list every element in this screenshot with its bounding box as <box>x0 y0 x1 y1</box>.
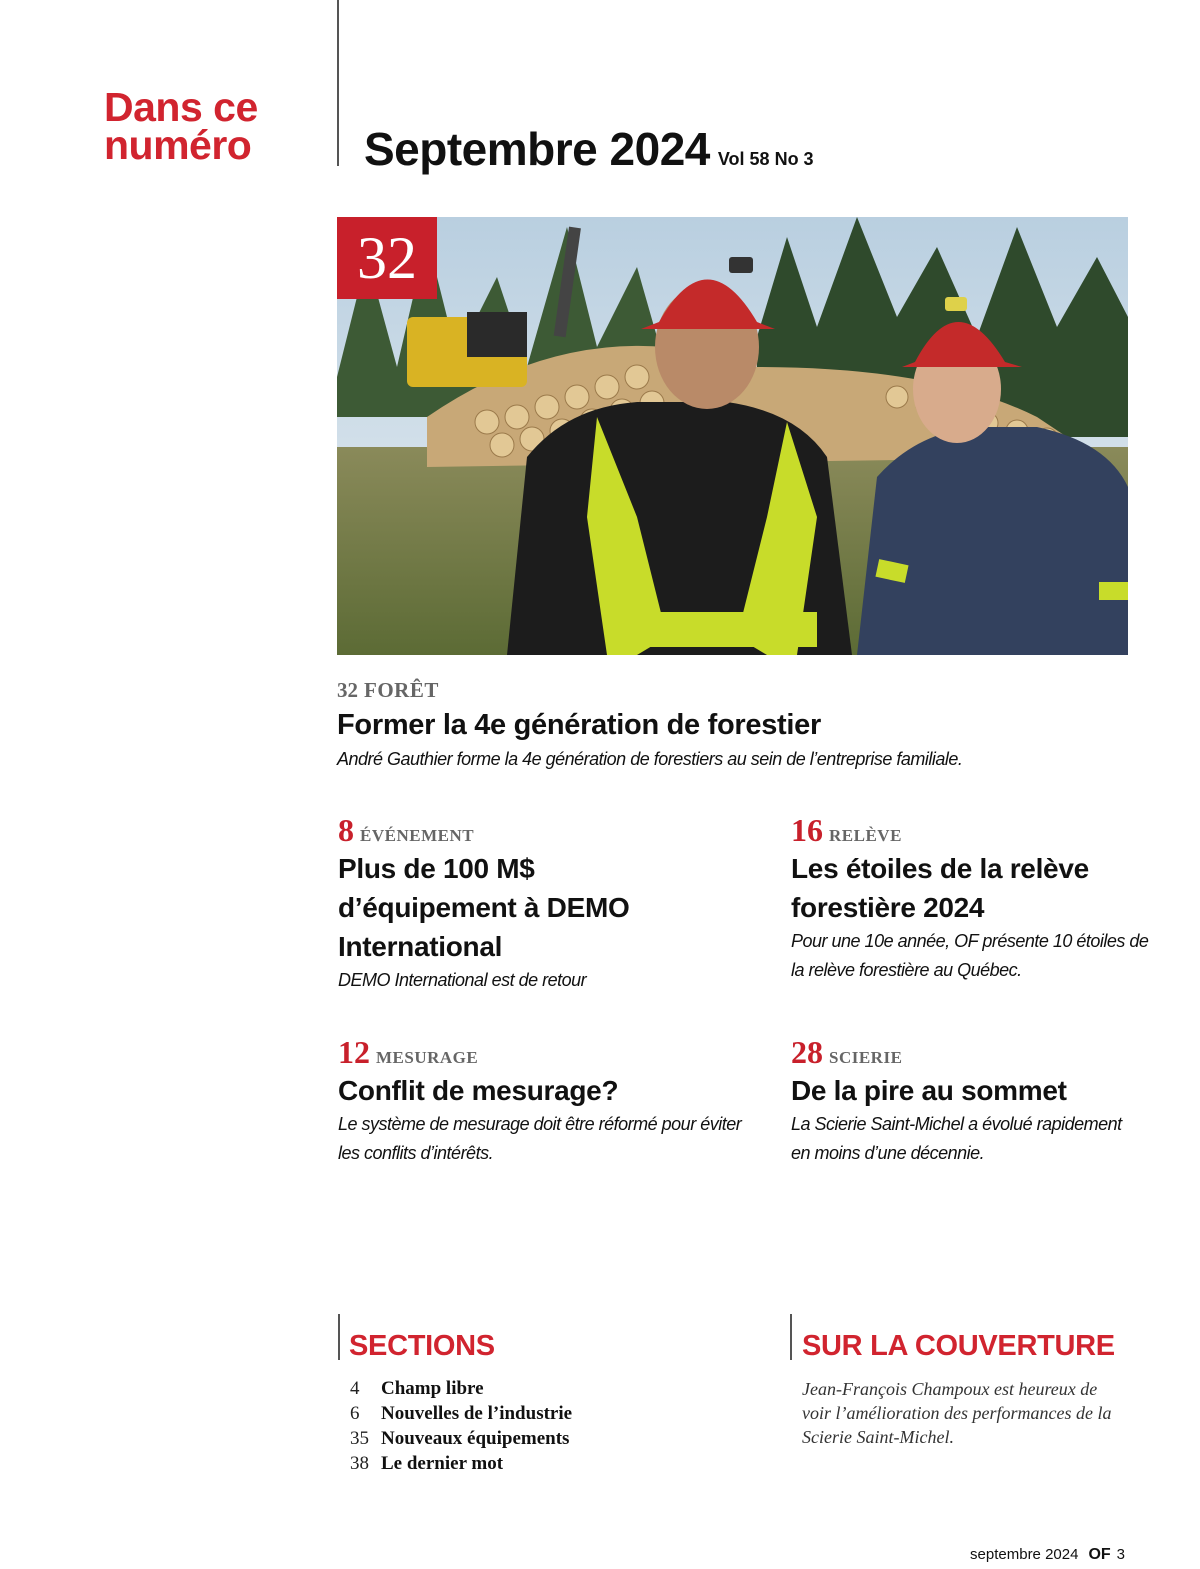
feature-photo-page-badge: 32 <box>337 217 437 299</box>
sections-title: SECTIONS <box>349 1330 495 1362</box>
article-headline-line: International <box>338 931 503 962</box>
feature-page-number: 32 <box>337 678 358 702</box>
article-category: RELÈVE <box>829 826 902 845</box>
sections-item-label: Nouvelles de l’industrie <box>381 1403 573 1424</box>
article-dek-line: les conflits d’intérêts. <box>338 1143 494 1163</box>
feature-dek: André Gauthier forme la 4e génération de forestiers au sein de l’entreprise familiale. <box>337 749 963 769</box>
article-headline-line: forestière 2024 <box>791 892 985 923</box>
issue-title <box>364 122 814 176</box>
sections-item-label: Nouveaux équipements <box>381 1428 570 1449</box>
article-category: ÉVÉNEMENT <box>360 826 475 845</box>
sections-item-page: 4 <box>350 1378 360 1399</box>
feature-kicker <box>337 678 439 703</box>
cover-description <box>802 1377 1111 1449</box>
footer-page-number: 3 <box>1116 1546 1125 1563</box>
sections-item[interactable] <box>350 1376 572 1401</box>
article-page-number: 8 <box>338 812 354 848</box>
sections-item[interactable] <box>350 1426 572 1451</box>
article-headline <box>338 849 758 966</box>
toc-heading <box>104 84 304 168</box>
article-dek <box>791 1110 1161 1168</box>
sections-item-label: Le dernier mot <box>381 1453 504 1474</box>
article-dek-line: DEMO International est de retour <box>338 970 587 990</box>
issue-month-year: Septembre 2024 <box>364 123 710 175</box>
sections-item-label: Champ libre <box>381 1378 484 1399</box>
toc-heading-line-1: Dans ce <box>104 84 258 130</box>
article-category: SCIERIE <box>829 1048 903 1067</box>
article-kicker <box>338 812 758 849</box>
article-dek-line: la relève forestière au Québec. <box>791 960 1022 980</box>
article-dek-line: en moins d’une décennie. <box>791 1143 985 1163</box>
cover-description-line: Scierie Saint-Michel. <box>802 1427 954 1447</box>
sections-item-page: 6 <box>350 1403 360 1424</box>
toc-heading-line-2: numéro <box>104 122 252 168</box>
article-headline-line: Les étoiles de la relève <box>791 853 1089 884</box>
header-divider <box>337 0 339 166</box>
page-footer <box>970 1546 1125 1564</box>
article-headline-line: d’équipement à DEMO <box>338 892 630 923</box>
sections-divider <box>338 1314 340 1360</box>
cover-title: SUR LA COUVERTURE <box>802 1330 1115 1362</box>
sections-list <box>350 1376 572 1476</box>
article-page-number: 12 <box>338 1034 370 1070</box>
article-headline-line: De la pire au sommet <box>791 1075 1067 1106</box>
article-dek <box>338 1110 758 1168</box>
article-page-number: 28 <box>791 1034 823 1070</box>
cover-description-line: voir l’amélioration des performances de la <box>802 1403 1112 1423</box>
article-headline-line: Plus de 100 M$ <box>338 853 535 884</box>
sections-item-page: 35 <box>350 1428 369 1449</box>
feature-category: FORÊT <box>364 678 439 702</box>
article-headline-line: Conflit de mesurage? <box>338 1075 619 1106</box>
article-category: MESURAGE <box>376 1048 479 1067</box>
article-card[interactable] <box>791 812 1161 985</box>
cover-divider <box>790 1314 792 1360</box>
footer-month-year: septembre 2024 <box>970 1546 1079 1563</box>
article-dek <box>338 966 758 995</box>
article-dek-line: Le système de mesurage doit être réformé pour éviter <box>338 1114 742 1134</box>
article-page-number: 16 <box>791 812 823 848</box>
cover-description-line: Jean-François Champoux est heureux de <box>802 1379 1098 1399</box>
article-card[interactable] <box>791 1034 1161 1168</box>
article-kicker <box>791 1034 1161 1071</box>
article-card[interactable] <box>338 1034 758 1168</box>
article-kicker <box>791 812 1161 849</box>
sections-item[interactable] <box>350 1401 572 1426</box>
article-headline <box>791 1071 1161 1110</box>
article-headline <box>791 849 1161 927</box>
article-dek-line: La Scierie Saint-Michel a évolué rapidement <box>791 1114 1122 1134</box>
issue-volume: Vol 58 No 3 <box>717 149 814 169</box>
feature-photo[interactable] <box>337 217 1128 655</box>
sections-item[interactable] <box>350 1451 572 1476</box>
article-dek <box>791 927 1161 985</box>
feature-headline[interactable]: Former la 4e génération de forestier <box>337 709 821 741</box>
feature-photo-illustration <box>337 217 1128 655</box>
sections-item-page: 38 <box>350 1453 369 1474</box>
article-card[interactable] <box>338 812 758 995</box>
article-dek-line: Pour une 10e année, OF présente 10 étoiles de <box>791 931 1149 951</box>
article-headline <box>338 1071 758 1110</box>
article-kicker <box>338 1034 758 1071</box>
footer-brand: OF <box>1088 1546 1111 1563</box>
